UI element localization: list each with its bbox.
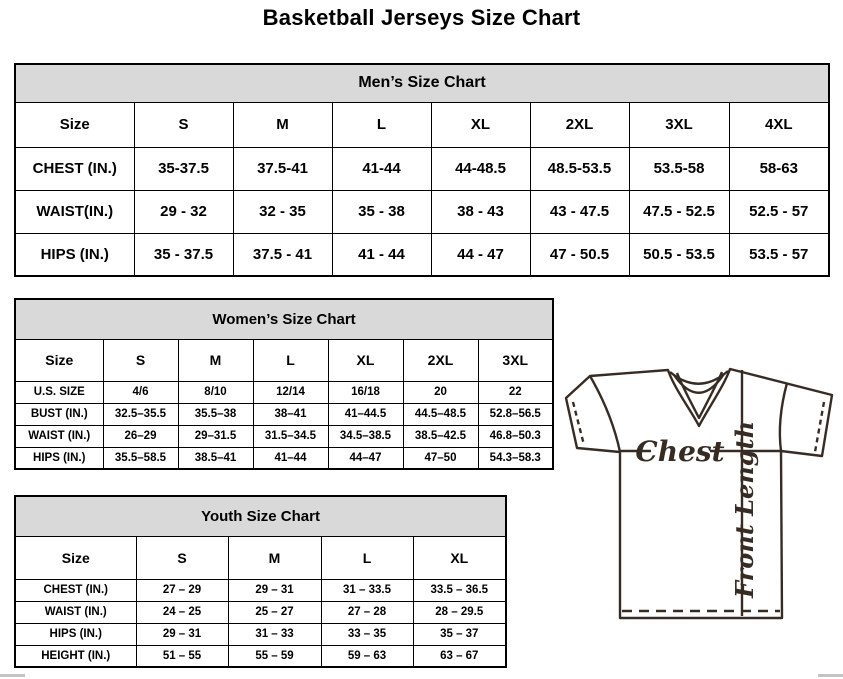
youth-col-xl: XL (413, 536, 506, 579)
cell: 34.5–38.5 (328, 425, 403, 447)
womens-col-s: S (103, 339, 178, 381)
cell: 29 – 31 (136, 623, 228, 645)
cell: 50.5 - 53.5 (629, 233, 729, 276)
youth-chest-row (15, 579, 506, 601)
youth-col-size: Size (15, 536, 136, 579)
cell: 53.5-58 (629, 147, 729, 190)
cell: 58-63 (729, 147, 829, 190)
row-label: HIPS (IN.) (15, 233, 134, 276)
youth-table-header (15, 496, 506, 536)
cell: 29–31.5 (178, 425, 253, 447)
mens-col-size: Size (15, 102, 134, 147)
cell: 37.5 - 41 (233, 233, 332, 276)
bottom-right-edge-fragment (818, 674, 843, 677)
cell: 12/14 (253, 381, 328, 403)
womens-size-header-row (15, 339, 553, 381)
row-label: HEIGHT (IN.) (15, 645, 136, 667)
womens-us-size-row (15, 381, 553, 403)
cell: 33.5 – 36.5 (413, 579, 506, 601)
cell: 59 – 63 (321, 645, 413, 667)
row-label: BUST (IN.) (15, 403, 103, 425)
chest-label: Chest (635, 435, 725, 468)
mens-chest-row (15, 147, 829, 190)
youth-hips-row (15, 623, 506, 645)
cell: 31 – 33 (228, 623, 321, 645)
womens-waist-row (15, 425, 553, 447)
mens-col-s: S (134, 102, 233, 147)
jersey-measurement-diagram (556, 362, 843, 628)
row-label: U.S. SIZE (15, 381, 103, 403)
cell: 52.8–56.5 (478, 403, 553, 425)
cell: 32 - 35 (233, 190, 332, 233)
cell: 44-48.5 (431, 147, 530, 190)
womens-col-2xl: 2XL (403, 339, 478, 381)
page-title: Basketball Jerseys Size Chart (262, 5, 581, 30)
womens-col-l: L (253, 339, 328, 381)
cell: 26–29 (103, 425, 178, 447)
cell: 47.5 - 52.5 (629, 190, 729, 233)
youth-waist-row (15, 601, 506, 623)
row-label: HIPS (IN.) (15, 447, 103, 469)
left-armpit-seam (590, 376, 620, 452)
cell: 31 – 33.5 (321, 579, 413, 601)
cell: 32.5–35.5 (103, 403, 178, 425)
cell: 48.5-53.5 (530, 147, 629, 190)
cell: 44–47 (328, 447, 403, 469)
cell: 4/6 (103, 381, 178, 403)
cell: 35.5–38 (178, 403, 253, 425)
cell: 35 - 38 (332, 190, 431, 233)
cell: 31.5–34.5 (253, 425, 328, 447)
cell: 27 – 28 (321, 601, 413, 623)
cell: 16/18 (328, 381, 403, 403)
cell: 22 (478, 381, 553, 403)
cell: 41 - 44 (332, 233, 431, 276)
mens-col-2xl: 2XL (530, 102, 629, 147)
youth-col-l: L (321, 536, 413, 579)
youth-size-header-row (15, 536, 506, 579)
cell: 35.5–58.5 (103, 447, 178, 469)
cell: 35-37.5 (134, 147, 233, 190)
womens-bust-row (15, 403, 553, 425)
youth-size-table (14, 495, 507, 668)
cell: 63 – 67 (413, 645, 506, 667)
row-label: WAIST (IN.) (15, 425, 103, 447)
mens-table-title: Men’s Size Chart (15, 64, 829, 102)
youth-col-m: M (228, 536, 321, 579)
cell: 43 - 47.5 (530, 190, 629, 233)
cell: 46.8–50.3 (478, 425, 553, 447)
womens-col-xl: XL (328, 339, 403, 381)
mens-hips-row (15, 233, 829, 276)
cell: 44.5–48.5 (403, 403, 478, 425)
womens-table-header (15, 299, 553, 339)
cell: 38.5–42.5 (403, 425, 478, 447)
cell: 51 – 55 (136, 645, 228, 667)
cell: 20 (403, 381, 478, 403)
cell: 47–50 (403, 447, 478, 469)
youth-col-s: S (136, 536, 228, 579)
cell: 29 - 32 (134, 190, 233, 233)
cell: 38 - 43 (431, 190, 530, 233)
cell: 53.5 - 57 (729, 233, 829, 276)
cell: 28 – 29.5 (413, 601, 506, 623)
cell: 44 - 47 (431, 233, 530, 276)
womens-size-table (14, 298, 554, 470)
womens-table-title: Women’s Size Chart (15, 299, 553, 339)
right-cuff-dashed-line (815, 402, 824, 452)
cell: 38.5–41 (178, 447, 253, 469)
mens-col-l: L (332, 102, 431, 147)
bottom-left-edge-fragment (0, 674, 25, 677)
womens-col-size: Size (15, 339, 103, 381)
mens-col-3xl: 3XL (629, 102, 729, 147)
row-label: CHEST (IN.) (15, 579, 136, 601)
cell: 41–44.5 (328, 403, 403, 425)
womens-hips-row (15, 447, 553, 469)
mens-col-m: M (233, 102, 332, 147)
cell: 33 – 35 (321, 623, 413, 645)
youth-table-title: Youth Size Chart (15, 496, 506, 536)
womens-col-3xl: 3XL (478, 339, 553, 381)
cell: 27 – 29 (136, 579, 228, 601)
cell: 55 – 59 (228, 645, 321, 667)
mens-size-header-row (15, 102, 829, 147)
row-label: CHEST (IN.) (15, 147, 134, 190)
cell: 8/10 (178, 381, 253, 403)
cell: 35 – 37 (413, 623, 506, 645)
cell: 25 – 27 (228, 601, 321, 623)
row-label: HIPS (IN.) (15, 623, 136, 645)
cell: 37.5-41 (233, 147, 332, 190)
cell: 41-44 (332, 147, 431, 190)
cell: 52.5 - 57 (729, 190, 829, 233)
cell: 24 – 25 (136, 601, 228, 623)
front-length-label: Front Length (730, 420, 759, 598)
cell: 47 - 50.5 (530, 233, 629, 276)
womens-col-m: M (178, 339, 253, 381)
cell: 38–41 (253, 403, 328, 425)
mens-col-xl: XL (431, 102, 530, 147)
mens-table-header (15, 64, 829, 102)
row-label: WAIST(IN.) (15, 190, 134, 233)
cell: 35 - 37.5 (134, 233, 233, 276)
row-label: WAIST (IN.) (15, 601, 136, 623)
mens-waist-row (15, 190, 829, 233)
cell: 54.3–58.3 (478, 447, 553, 469)
mens-col-4xl: 4XL (729, 102, 829, 147)
cell: 29 – 31 (228, 579, 321, 601)
youth-height-row (15, 645, 506, 667)
cell: 41–44 (253, 447, 328, 469)
right-armpit-seam (780, 383, 787, 451)
mens-size-table (14, 63, 830, 277)
